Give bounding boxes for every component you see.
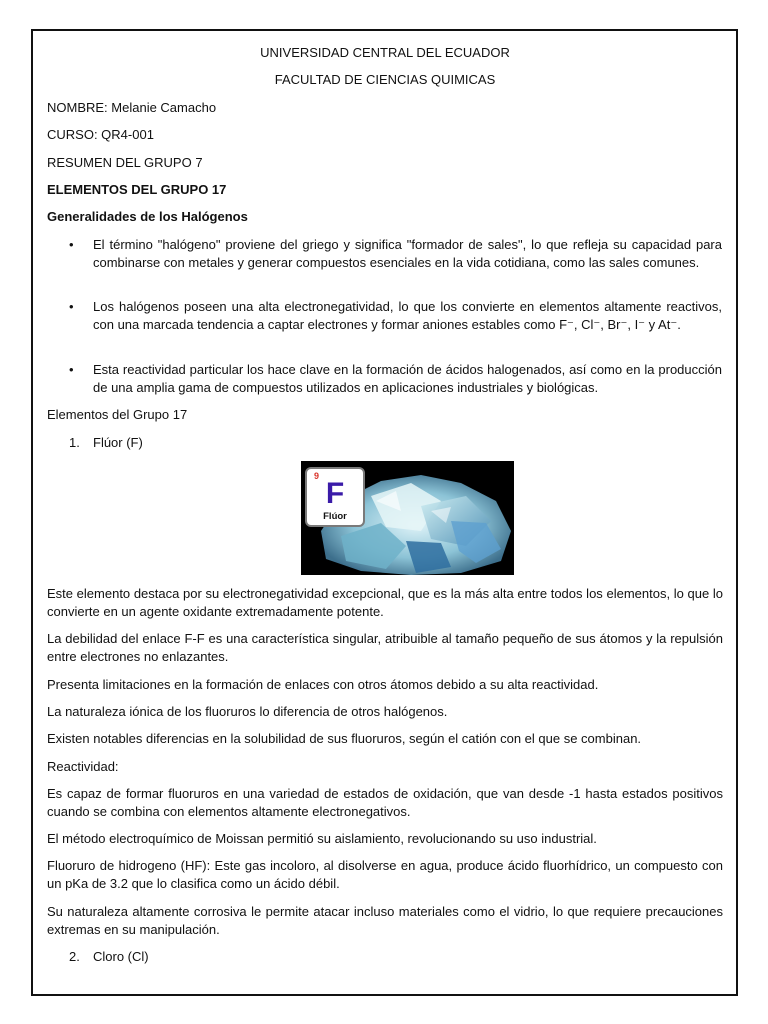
element-name: Flúor (323, 511, 347, 522)
bullet-text: Los halógenos poseen una alta electronegatividad, lo que los convierte en elementos altamente reactivos, con una marcada tendencia a captar electrones y formar aniones estables como F⁻, Cl⁻, Br⁻, I⁻ y At⁻. (93, 299, 722, 332)
paragraph: La naturaleza iónica de los fluoruros lo diferencia de otros halógenos. (47, 704, 448, 719)
paragraph: Reactividad: (47, 759, 119, 774)
atomic-number: 9 (314, 471, 320, 481)
list-number: 2. (69, 949, 80, 964)
summary-label: RESUMEN DEL GRUPO 7 (47, 155, 203, 170)
paragraph: Es capaz de formar fluoruros en una variedad de estados de oxidación, que van desde -1 hasta estados positivos cuando se combina con elementos altamente electronegativos. (47, 786, 723, 819)
bullet-dot-icon: • (69, 237, 74, 252)
fluorite-image (301, 461, 514, 575)
subsection-title: Generalidades de los Halógenos (47, 209, 248, 224)
elements-heading: Elementos del Grupo 17 (47, 407, 188, 422)
document-page (31, 29, 738, 996)
bullet-text: El término "halógeno" proviene del griego y significa "formador de sales", lo que refleja su capacidad para combinarse con metales y generar compuestos esenciales en la vida cotidiana, como las sales comunes. (93, 237, 722, 270)
section-title: ELEMENTOS DEL GRUPO 17 (47, 182, 227, 197)
element-tile (305, 467, 365, 527)
bullet-dot-icon: • (69, 362, 74, 377)
list-label: Cloro (Cl) (93, 949, 149, 964)
student-name: NOMBRE: Melanie Camacho (47, 100, 217, 115)
university-title: UNIVERSIDAD CENTRAL DEL ECUADOR (260, 45, 510, 60)
paragraph: Fluoruro de hidrogeno (HF): Este gas incoloro, al disolverse en agua, produce ácido fluorhídrico, un compuesto con un pKa de 3.2 que lo clasifica como un ácido débil. (47, 858, 723, 891)
paragraph: El método electroquímico de Moissan permitió su aislamiento, revolucionando su uso industrial. (47, 831, 597, 846)
element-symbol: F (325, 477, 345, 510)
bullet-text: Esta reactividad particular los hace clave en la formación de ácidos halogenados, así como en la producción de una amplia gama de compuestos utilizados en aplicaciones industriales y biológicas. (93, 362, 722, 395)
paragraph: Su naturaleza altamente corrosiva le permite atacar incluso materiales como el vidrio, lo que requiere precauciones extremas en su manipulación. (47, 904, 723, 937)
paragraph: Existen notables diferencias en la solubilidad de sus fluoruros, según el catión con el que se combinan. (47, 731, 642, 746)
paragraph: Este elemento destaca por su electronegatividad excepcional, que es la más alta entre todos los elementos, lo que lo convierte en un agente oxidante extremadamente potente. (47, 586, 723, 619)
paragraph: Presenta limitaciones en la formación de enlaces con otros átomos debido a su alta reactividad. (47, 677, 599, 692)
list-number: 1. (69, 435, 80, 450)
faculty-title: FACULTAD DE CIENCIAS QUIMICAS (274, 72, 496, 87)
list-label: Flúor (F) (93, 435, 143, 450)
bullet-dot-icon: • (69, 299, 74, 314)
paragraph: La debilidad del enlace F-F es una característica singular, atribuible al tamaño pequeño de sus átomos y la repulsión entre electrones no enlazantes. (47, 631, 723, 664)
course-code: CURSO: QR4-001 (47, 127, 154, 142)
